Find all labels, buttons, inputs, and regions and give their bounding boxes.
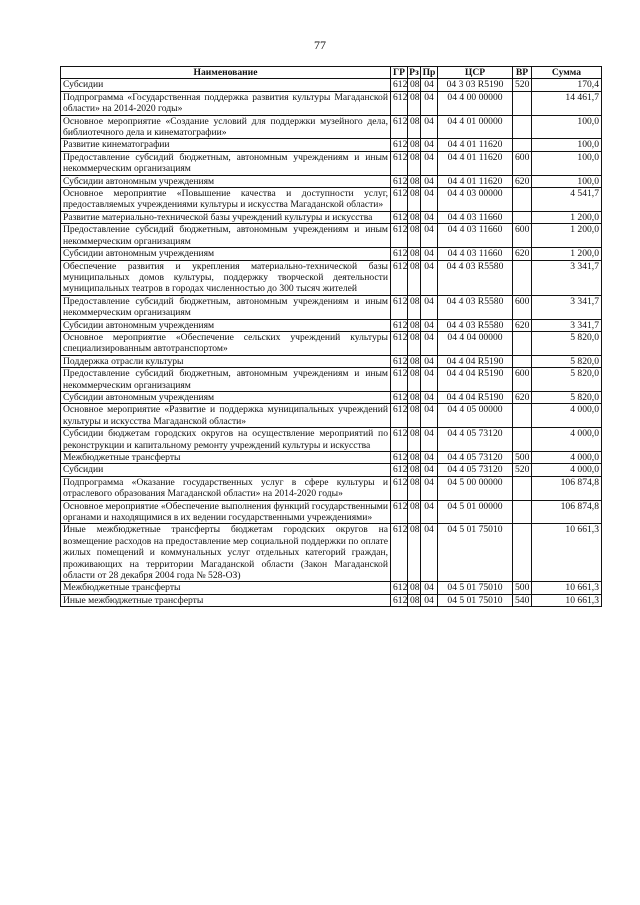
cell-sum: 170,4 — [532, 79, 602, 91]
cell-rz: 08 — [408, 464, 421, 476]
cell-rz: 08 — [408, 91, 421, 115]
cell-csr: 04 4 01 11620 — [438, 139, 513, 151]
cell-name: Субсидии — [61, 464, 391, 476]
cell-name: Субсидии автономным учреждениям — [61, 248, 391, 260]
cell-pr: 04 — [421, 115, 438, 139]
cell-sum: 100,0 — [532, 139, 602, 151]
cell-name: Основное мероприятие «Обеспечение выполнения функций государственными органами и находящимися в их ведении государственными учреждениями» — [61, 500, 391, 524]
cell-name: Межбюджетные трансферты — [61, 452, 391, 464]
table-row — [61, 79, 602, 91]
cell-name: Основное мероприятие «Обеспечение сельских учреждений культуры специализированным автотранспортом» — [61, 331, 391, 355]
cell-vr — [513, 355, 532, 367]
cell-pr: 04 — [421, 524, 438, 582]
cell-sum: 4 000,0 — [532, 452, 602, 464]
table-row — [61, 224, 602, 248]
cell-pr: 04 — [421, 368, 438, 392]
cell-vr — [513, 139, 532, 151]
cell-gr: 612 — [391, 464, 408, 476]
cell-vr: 600 — [513, 295, 532, 319]
cell-name: Иные межбюджетные трансферты бюджетам городских округов на возмещение расходов на предоставление мер социальной поддержки по оплате жилых помещений и коммунальных услуг отдельных категорий граждан, проживающих на территории Магаданской области (Закон Магаданской области от 28 декабря 2004 года № 528-ОЗ) — [61, 524, 391, 582]
cell-sum: 5 820,0 — [532, 331, 602, 355]
cell-csr: 04 5 01 75010 — [438, 594, 513, 606]
cell-pr: 04 — [421, 452, 438, 464]
cell-sum: 3 341,7 — [532, 295, 602, 319]
cell-gr: 612 — [391, 404, 408, 428]
col-header-sum: Сумма — [532, 67, 602, 79]
cell-rz: 08 — [408, 115, 421, 139]
col-header-gr: ГР — [391, 67, 408, 79]
cell-rz: 08 — [408, 476, 421, 500]
cell-csr: 04 5 00 00000 — [438, 476, 513, 500]
cell-gr: 612 — [391, 428, 408, 452]
table-row — [61, 500, 602, 524]
col-header-csr: ЦСР — [438, 67, 513, 79]
cell-vr — [513, 260, 532, 295]
cell-gr: 612 — [391, 151, 408, 175]
cell-pr: 04 — [421, 355, 438, 367]
cell-gr: 612 — [391, 582, 408, 594]
table-row — [61, 319, 602, 331]
cell-vr: 500 — [513, 452, 532, 464]
table-row — [61, 295, 602, 319]
cell-name: Предоставление субсидий бюджетным, автономным учреждениям и иным некоммерческим организациям — [61, 368, 391, 392]
cell-vr — [513, 211, 532, 223]
table-row — [61, 428, 602, 452]
cell-vr: 600 — [513, 151, 532, 175]
cell-pr: 04 — [421, 404, 438, 428]
table-row — [61, 115, 602, 139]
cell-csr: 04 4 03 11660 — [438, 211, 513, 223]
cell-csr: 04 5 01 00000 — [438, 500, 513, 524]
cell-csr: 04 4 04 R5190 — [438, 368, 513, 392]
cell-vr: 620 — [513, 319, 532, 331]
cell-csr: 04 4 05 73120 — [438, 452, 513, 464]
cell-csr: 04 4 03 00000 — [438, 188, 513, 212]
cell-name: Подпрограмма «Оказание государственных услуг в сфере культуры и отраслевого образования Магаданской области» на 2014-2020 годы» — [61, 476, 391, 500]
cell-vr — [513, 331, 532, 355]
cell-name: Предоставление субсидий бюджетным, автономным учреждениям и иным некоммерческим организациям — [61, 151, 391, 175]
cell-gr: 612 — [391, 79, 408, 91]
table-row — [61, 151, 602, 175]
cell-rz: 08 — [408, 260, 421, 295]
cell-name: Основное мероприятие «Развитие и поддержка муниципальных учреждений культуры и искусства Магаданской области» — [61, 404, 391, 428]
cell-rz: 08 — [408, 175, 421, 187]
table-row — [61, 260, 602, 295]
cell-sum: 5 820,0 — [532, 368, 602, 392]
cell-rz: 08 — [408, 248, 421, 260]
col-header-rz: Рз — [409, 67, 419, 78]
col-header-pr: Пр — [421, 67, 438, 79]
cell-rz: 08 — [408, 139, 421, 151]
cell-gr: 612 — [391, 211, 408, 223]
table-header — [61, 67, 602, 79]
cell-rz: 08 — [408, 151, 421, 175]
cell-pr: 04 — [421, 79, 438, 91]
cell-gr: 612 — [391, 224, 408, 248]
cell-name: Поддержка отрасли культуры — [61, 355, 391, 367]
cell-name: Иные межбюджетные трансферты — [61, 594, 391, 606]
cell-name: Субсидии автономным учреждениям — [61, 175, 391, 187]
page-number: 77 — [314, 38, 326, 52]
cell-rz: 08 — [408, 452, 421, 464]
cell-gr: 612 — [391, 175, 408, 187]
cell-pr: 04 — [421, 594, 438, 606]
cell-gr: 612 — [391, 248, 408, 260]
cell-gr: 612 — [391, 319, 408, 331]
cell-csr: 04 5 01 75010 — [438, 524, 513, 582]
cell-rz: 08 — [408, 368, 421, 392]
cell-gr: 612 — [391, 391, 408, 403]
cell-gr: 612 — [391, 524, 408, 582]
cell-rz: 08 — [408, 188, 421, 212]
cell-sum: 4 000,0 — [532, 428, 602, 452]
cell-pr: 04 — [421, 331, 438, 355]
cell-name: Развитие материально-технической базы учреждений культуры и искусства — [61, 211, 391, 223]
cell-gr: 612 — [391, 91, 408, 115]
cell-pr: 04 — [421, 428, 438, 452]
cell-csr: 04 4 01 11620 — [438, 151, 513, 175]
cell-name: Основное мероприятие «Создание условий для поддержки музейного дела, библиотечного дела и кинематографии» — [61, 115, 391, 139]
cell-csr: 04 4 03 R5580 — [438, 319, 513, 331]
cell-rz: 08 — [408, 404, 421, 428]
cell-sum: 4 000,0 — [532, 404, 602, 428]
cell-sum: 5 820,0 — [532, 391, 602, 403]
cell-sum: 1 200,0 — [532, 248, 602, 260]
table-row — [61, 139, 602, 151]
table-row — [61, 476, 602, 500]
table-body — [61, 79, 602, 607]
cell-sum: 5 820,0 — [532, 355, 602, 367]
cell-csr: 04 4 04 00000 — [438, 331, 513, 355]
cell-rz: 08 — [408, 355, 421, 367]
cell-vr: 620 — [513, 248, 532, 260]
cell-vr — [513, 404, 532, 428]
cell-pr: 04 — [421, 91, 438, 115]
cell-gr: 612 — [391, 355, 408, 367]
cell-rz: 08 — [408, 428, 421, 452]
cell-pr: 04 — [421, 224, 438, 248]
cell-pr: 04 — [421, 582, 438, 594]
cell-name: Предоставление субсидий бюджетным, автономным учреждениям и иным некоммерческим организациям — [61, 224, 391, 248]
cell-csr: 04 4 03 11660 — [438, 248, 513, 260]
cell-sum: 100,0 — [532, 115, 602, 139]
cell-rz: 08 — [408, 79, 421, 91]
table-row — [61, 175, 602, 187]
cell-rz: 08 — [408, 524, 421, 582]
cell-gr: 612 — [391, 139, 408, 151]
cell-name: Основное мероприятие «Повышение качества и доступности услуг, предоставляемых учреждениями культуры и искусства Магаданской области» — [61, 188, 391, 212]
cell-sum: 106 874,8 — [532, 476, 602, 500]
cell-pr: 04 — [421, 151, 438, 175]
table-row — [61, 404, 602, 428]
cell-rz: 08 — [408, 295, 421, 319]
cell-gr: 612 — [391, 260, 408, 295]
cell-name: Межбюджетные трансферты — [61, 582, 391, 594]
cell-csr: 04 4 03 R5580 — [438, 260, 513, 295]
table-row — [61, 355, 602, 367]
cell-csr: 04 4 05 73120 — [438, 428, 513, 452]
cell-rz: 08 — [408, 331, 421, 355]
cell-gr: 612 — [391, 594, 408, 606]
table-row — [61, 524, 602, 582]
cell-vr — [513, 115, 532, 139]
cell-gr: 612 — [391, 295, 408, 319]
cell-pr: 04 — [421, 139, 438, 151]
table-row — [61, 464, 602, 476]
table-row — [61, 368, 602, 392]
cell-vr: 600 — [513, 224, 532, 248]
cell-vr: 520 — [513, 79, 532, 91]
cell-csr: 04 4 01 00000 — [438, 115, 513, 139]
table-row — [61, 211, 602, 223]
cell-csr: 04 4 03 11660 — [438, 224, 513, 248]
cell-sum: 10 661,3 — [532, 524, 602, 582]
cell-csr: 04 4 04 R5190 — [438, 391, 513, 403]
cell-name: Субсидии автономным учреждениям — [61, 391, 391, 403]
cell-name: Субсидии бюджетам городских округов на осуществление мероприятий по реконструкции и капитальному ремонту учреждений культуры и искусства — [61, 428, 391, 452]
cell-vr — [513, 428, 532, 452]
table-row — [61, 248, 602, 260]
cell-vr — [513, 91, 532, 115]
cell-pr: 04 — [421, 319, 438, 331]
cell-rz: 08 — [408, 224, 421, 248]
budget-table — [60, 66, 602, 607]
cell-name: Субсидии автономным учреждениям — [61, 319, 391, 331]
cell-sum: 10 661,3 — [532, 582, 602, 594]
cell-sum: 10 661,3 — [532, 594, 602, 606]
cell-name: Субсидии — [61, 79, 391, 91]
cell-csr: 04 4 00 00000 — [438, 91, 513, 115]
cell-csr: 04 4 03 R5580 — [438, 295, 513, 319]
cell-gr: 612 — [391, 368, 408, 392]
cell-vr — [513, 500, 532, 524]
cell-sum: 100,0 — [532, 151, 602, 175]
table-row — [61, 331, 602, 355]
cell-csr: 04 3 03 R5190 — [438, 79, 513, 91]
cell-pr: 04 — [421, 188, 438, 212]
cell-csr: 04 4 01 11620 — [438, 175, 513, 187]
cell-vr: 520 — [513, 464, 532, 476]
cell-pr: 04 — [421, 500, 438, 524]
cell-pr: 04 — [421, 175, 438, 187]
cell-vr: 500 — [513, 582, 532, 594]
cell-pr: 04 — [421, 464, 438, 476]
table-row — [61, 452, 602, 464]
col-header-vr: ВР — [513, 67, 532, 79]
table-row — [61, 582, 602, 594]
cell-vr: 620 — [513, 391, 532, 403]
cell-pr: 04 — [421, 211, 438, 223]
cell-gr: 612 — [391, 331, 408, 355]
cell-name: Предоставление субсидий бюджетным, автономным учреждениям и иным некоммерческим организациям — [61, 295, 391, 319]
table-row — [61, 391, 602, 403]
col-header-name: Наименование — [61, 67, 391, 79]
cell-csr: 04 4 05 73120 — [438, 464, 513, 476]
cell-sum: 14 461,7 — [532, 91, 602, 115]
cell-rz: 08 — [408, 582, 421, 594]
cell-pr: 04 — [421, 391, 438, 403]
header-row — [61, 67, 602, 79]
cell-vr — [513, 524, 532, 582]
table-row — [61, 91, 602, 115]
cell-name: Подпрограмма «Государственная поддержка развития культуры Магаданской области» на 2014-2020 годы» — [61, 91, 391, 115]
cell-pr: 04 — [421, 248, 438, 260]
cell-sum: 4 541,7 — [532, 188, 602, 212]
cell-gr: 612 — [391, 115, 408, 139]
cell-sum: 4 000,0 — [532, 464, 602, 476]
cell-vr: 540 — [513, 594, 532, 606]
cell-rz: 08 — [408, 594, 421, 606]
table-row — [61, 594, 602, 606]
cell-vr — [513, 188, 532, 212]
cell-vr: 620 — [513, 175, 532, 187]
cell-vr: 600 — [513, 368, 532, 392]
cell-rz: 08 — [408, 319, 421, 331]
cell-sum: 100,0 — [532, 175, 602, 187]
cell-pr: 04 — [421, 260, 438, 295]
cell-sum: 1 200,0 — [532, 224, 602, 248]
cell-name: Развитие кинематографии — [61, 139, 391, 151]
cell-sum: 106 874,8 — [532, 500, 602, 524]
cell-name: Обеспечение развития и укрепления материально-технической базы муниципальных домов культуры, поддержку творческой деятельности муниципальных театров в городах численностью до 300 тысяч жителей — [61, 260, 391, 295]
table-row — [61, 188, 602, 212]
cell-csr: 04 5 01 75010 — [438, 582, 513, 594]
cell-gr: 612 — [391, 188, 408, 212]
cell-csr: 04 4 04 R5190 — [438, 355, 513, 367]
cell-sum: 3 341,7 — [532, 319, 602, 331]
cell-gr: 612 — [391, 500, 408, 524]
cell-vr — [513, 476, 532, 500]
cell-sum: 1 200,0 — [532, 211, 602, 223]
cell-rz: 08 — [408, 391, 421, 403]
cell-pr: 04 — [421, 295, 438, 319]
cell-gr: 612 — [391, 476, 408, 500]
cell-csr: 04 4 05 00000 — [438, 404, 513, 428]
cell-gr: 612 — [391, 452, 408, 464]
cell-sum: 3 341,7 — [532, 260, 602, 295]
cell-rz: 08 — [408, 211, 421, 223]
cell-pr: 04 — [421, 476, 438, 500]
cell-rz: 08 — [408, 500, 421, 524]
